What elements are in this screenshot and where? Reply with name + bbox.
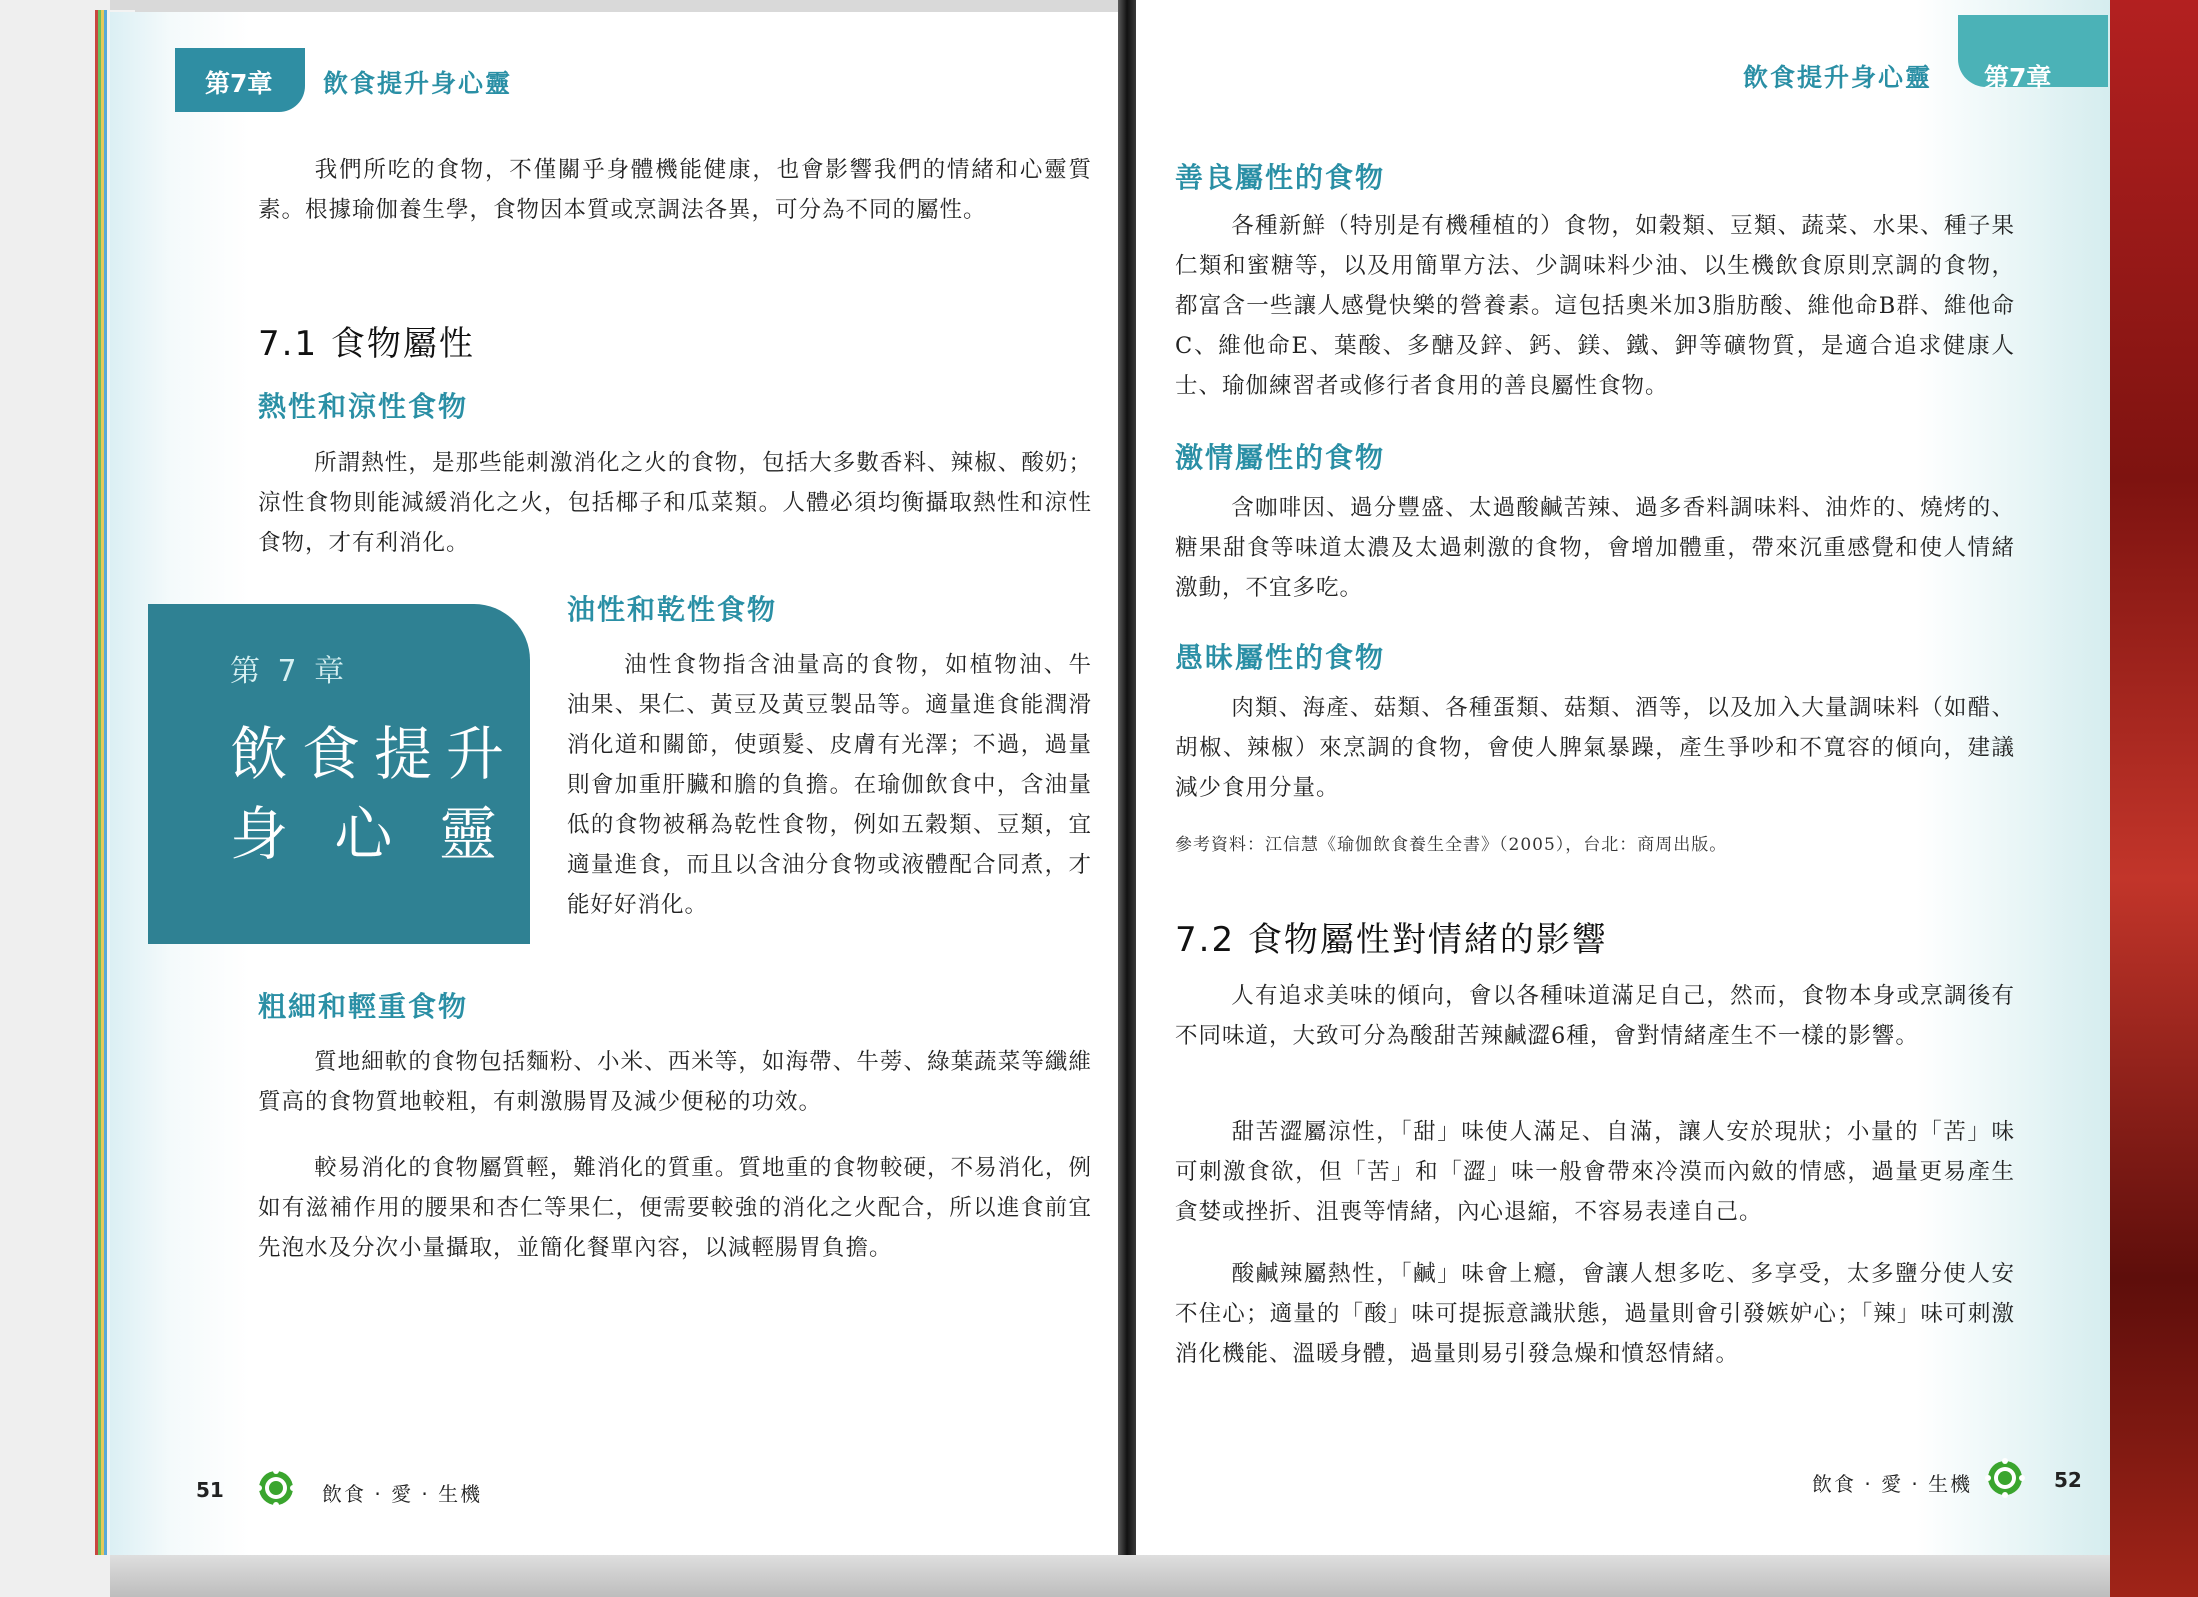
subheading-oily-dry: 油性和乾性食物 bbox=[567, 593, 778, 626]
subheading-hot-cold: 熱性和涼性食物 bbox=[258, 390, 469, 423]
chapter-label-left: 第7章 bbox=[205, 69, 273, 98]
page-number-right: 52 bbox=[2054, 1468, 2082, 1492]
subheading-sattvic: 善良屬性的食物 bbox=[1175, 161, 1386, 194]
emotion-paragraph-1: 人有追求美味的傾向，會以各種味道滿足自己，然而，食物本身或烹調後有不同味道，大致可分為酸甜苦辣鹹澀6種，會對情緒產生不一樣的影響。 bbox=[1175, 983, 2015, 1049]
running-title-left: 飲食提升身心靈 bbox=[323, 69, 513, 98]
book-cover-edge bbox=[2110, 0, 2198, 1597]
flower-logo-icon bbox=[256, 1468, 296, 1508]
section-title-7-1: 7.1 食物屬性 bbox=[258, 324, 475, 364]
subheading-rajasic: 激情屬性的食物 bbox=[1175, 441, 1386, 474]
coarse-fine-paragraph-2: 較易消化的食物屬質輕，難消化的質重。質地重的食物較硬，不易消化，例如有滋補作用的腰果和杏仁等果仁，便需要較強的消化之火配合，所以進食前宜先泡水及分次小量攝取，並簡化餐單內容，以減輕腸胃負擔。 bbox=[258, 1155, 1092, 1261]
tamasic-paragraph: 肉類、海產、菇類、各種蛋類、菇類、酒等，以及加入大量調味料（如醋、胡椒、辣椒）來烹調的食物，會使人脾氣暴躁，產生爭吵和不寬容的傾向，建議減少食用分量。 bbox=[1175, 695, 2015, 801]
chapter-label-right: 第7章 bbox=[1984, 63, 2052, 92]
page-top-edge bbox=[110, 0, 1120, 12]
chapter-box-label: 第 7 章 bbox=[230, 654, 349, 689]
running-title-right: 飲食提升身心靈 bbox=[1743, 63, 1933, 92]
flower-logo-icon bbox=[1985, 1458, 2025, 1498]
emotion-paragraph-2: 甜苦澀屬涼性，「甜」味使人滿足、自滿，讓人安於現狀；小量的「苦」味可刺激食欲，但「苦」和「澀」味一般會帶來冷漠而內斂的情感，過量更易產生貪婪或挫折、沮喪等情緒，內心退縮，不容易表達自己。 bbox=[1175, 1119, 2015, 1225]
chapter-box-title: 飲食提升 身 心 靈 bbox=[230, 720, 519, 868]
oily-dry-paragraph: 油性食物指含油量高的食物，如植物油、牛油果、果仁、黃豆及黃豆製品等。適量進食能潤滑消化道和關節，使頭髮、皮膚有光澤；不過，過量則會加重肝臟和膽的負擔。在瑜伽飲食中，含油量低的食物被稱為乾性食物，例如五穀類、豆類，宜適量進食，而且以含油分食物或液體配合同煮，才能好好消化。 bbox=[567, 652, 1092, 918]
emotion-paragraph-3: 酸鹹辣屬熱性，「鹹」味會上癮，會讓人想多吃、多享受，太多鹽分使人安不住心；適量的「酸」味可提振意識狀態，過量則會引發嫉妒心；「辣」味可刺激消化機能、溫暖身體，過量則易引發急燥和憤怒情緒。 bbox=[1175, 1261, 2015, 1367]
book-spine bbox=[1118, 0, 1136, 1597]
page-number-left: 51 bbox=[196, 1478, 224, 1502]
footer-book-title-left: 飲食 · 愛 · 生機 bbox=[322, 1482, 483, 1506]
footer-book-title-right: 飲食 · 愛 · 生機 bbox=[1812, 1472, 1973, 1496]
chapter-title-box bbox=[148, 604, 530, 944]
rajasic-paragraph: 含咖啡因、過分豐盛、太過酸鹹苦辣、過多香料調味料、油炸的、燒烤的、糖果甜食等味道太濃及太過刺激的食物，會增加體重，帶來沉重感覺和使人情緒激動，不宜多吃。 bbox=[1175, 495, 2015, 601]
section-title-7-2: 7.2 食物屬性對情緒的影響 bbox=[1175, 920, 1608, 960]
hot-cold-paragraph: 所謂熱性，是那些能刺激消化之火的食物，包括大多數香料、辣椒、酸奶；涼性食物則能減緩消化之火，包括椰子和瓜菜類。人體必須均衡攝取熱性和涼性食物，才有利消化。 bbox=[258, 450, 1092, 556]
sattvic-paragraph: 各種新鮮（特別是有機種植的）食物，如穀類、豆類、蔬菜、水果、種子果仁類和蜜糖等，以及用簡單方法、少調味料少油、以生機飲食原則烹調的食物，都富含一些讓人感覺快樂的營養素。這包括奧米加3脂肪酸、維他命B群、維他命C、維他命E、葉酸、多醣及鋅、鈣、鎂、鐵、鉀等礦物質，是適合追求健康人士、瑜伽練習者或修行者食用的善良屬性食物。 bbox=[1175, 213, 2015, 399]
subheading-tamasic: 愚昧屬性的食物 bbox=[1175, 641, 1386, 674]
subheading-coarse-fine: 粗細和輕重食物 bbox=[258, 990, 469, 1023]
page-bottom-edge bbox=[110, 1555, 2110, 1597]
intro-paragraph: 我們所吃的食物，不僅關乎身體機能健康，也會影響我們的情緒和心靈質素。根據瑜伽養生學，食物因本質或烹調法各異，可分為不同的屬性。 bbox=[258, 157, 1092, 223]
reference-note: 參考資料：江信慧《瑜伽飲食養生全書》（2005），台北：商周出版。 bbox=[1175, 835, 1728, 855]
coarse-fine-paragraph-1: 質地細軟的食物包括麵粉、小米、西米等，如海帶、牛蒡、綠葉蔬菜等纖維質高的食物質地較粗，有刺激腸胃及減少便秘的功效。 bbox=[258, 1049, 1092, 1115]
